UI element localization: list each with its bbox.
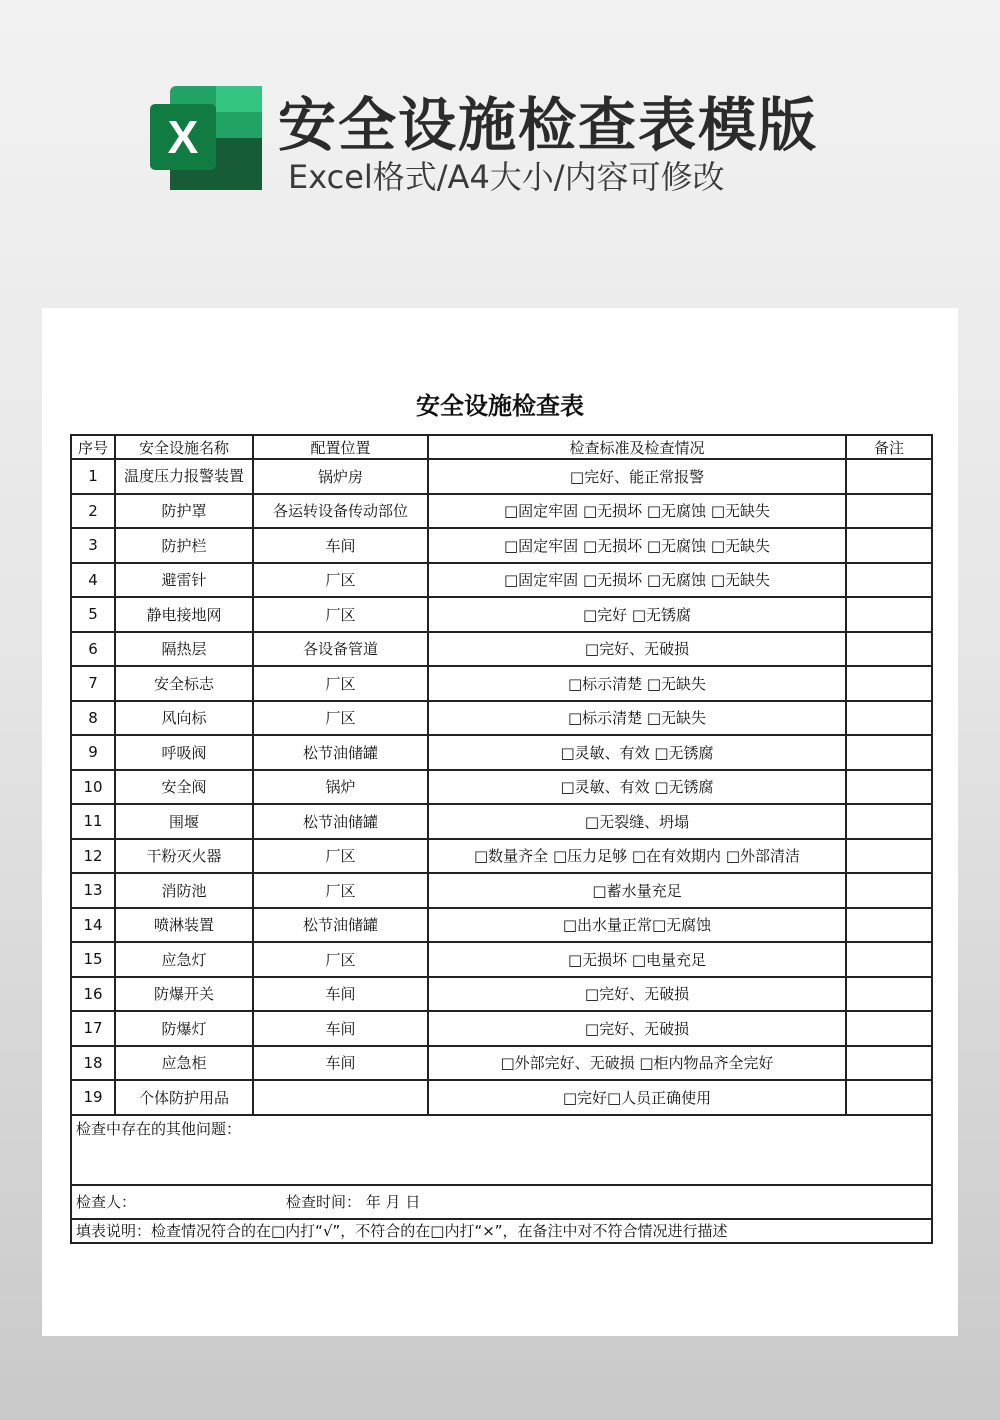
check-standard[interactable]: □完好、能正常报警 (428, 459, 846, 494)
row-number: 5 (71, 597, 115, 632)
check-standard[interactable]: □蓄水量充足 (428, 873, 846, 908)
row-number: 4 (71, 563, 115, 598)
location: 厂区 (253, 666, 428, 701)
location: 锅炉 (253, 770, 428, 805)
remark-cell[interactable] (846, 459, 932, 494)
table-row (71, 908, 932, 943)
column-header-no: 序号 (71, 435, 115, 459)
column-header-standard: 检查标准及检查情况 (428, 435, 846, 459)
location: 厂区 (253, 839, 428, 874)
table-row (71, 770, 932, 805)
remark-cell[interactable] (846, 666, 932, 701)
check-standard[interactable]: □无损坏 □电量充足 (428, 942, 846, 977)
facility-name: 防护栏 (115, 528, 253, 563)
remark-cell[interactable] (846, 1080, 932, 1115)
location: 厂区 (253, 701, 428, 736)
column-header-location: 配置位置 (253, 435, 428, 459)
table-row (71, 1011, 932, 1046)
column-header-remark: 备注 (846, 435, 932, 459)
remark-cell[interactable] (846, 1046, 932, 1081)
table-header-row (71, 435, 932, 459)
table-row (71, 977, 932, 1012)
location: 车间 (253, 1011, 428, 1046)
row-number: 16 (71, 977, 115, 1012)
table-row (71, 1046, 932, 1081)
location: 车间 (253, 977, 428, 1012)
remark-cell[interactable] (846, 770, 932, 805)
table-row (71, 666, 932, 701)
facility-name: 安全阀 (115, 770, 253, 805)
row-number: 19 (71, 1080, 115, 1115)
facility-name: 避雷针 (115, 563, 253, 598)
sign-row (71, 1185, 932, 1219)
remark-cell[interactable] (846, 1011, 932, 1046)
check-standard[interactable]: □固定牢固 □无损坏 □无腐蚀 □无缺失 (428, 563, 846, 598)
table-row (71, 804, 932, 839)
row-number: 9 (71, 735, 115, 770)
remark-cell[interactable] (846, 942, 932, 977)
table-row (71, 839, 932, 874)
table-row (71, 873, 932, 908)
fill-note-row (71, 1219, 932, 1243)
location: 厂区 (253, 942, 428, 977)
table-row (71, 735, 932, 770)
check-standard[interactable]: □灵敏、有效 □无锈腐 (428, 735, 846, 770)
check-standard[interactable]: □完好 □无锈腐 (428, 597, 846, 632)
table-row (71, 632, 932, 667)
facility-name: 防爆灯 (115, 1011, 253, 1046)
remark-cell[interactable] (846, 701, 932, 736)
location: 各设备管道 (253, 632, 428, 667)
remark-cell[interactable] (846, 908, 932, 943)
row-number: 10 (71, 770, 115, 805)
page-title: 安全设施检查表模版 (278, 91, 819, 159)
check-standard[interactable]: □完好、无破损 (428, 977, 846, 1012)
table-row (71, 563, 932, 598)
document-sheet (42, 308, 958, 1336)
remark-cell[interactable] (846, 735, 932, 770)
location: 厂区 (253, 597, 428, 632)
check-standard[interactable]: □数量齐全 □压力足够 □在有效期内 □外部清洁 (428, 839, 846, 874)
page-header (150, 78, 870, 198)
inspect-time-label[interactable]: 检查时间： 年 月 日 (286, 1193, 421, 1211)
table-row (71, 597, 932, 632)
location: 厂区 (253, 563, 428, 598)
remark-cell[interactable] (846, 839, 932, 874)
facility-name: 安全标志 (115, 666, 253, 701)
facility-name: 消防池 (115, 873, 253, 908)
row-number: 7 (71, 666, 115, 701)
location: 松节油储罐 (253, 908, 428, 943)
row-number: 8 (71, 701, 115, 736)
inspection-table (70, 434, 933, 1244)
excel-icon (150, 86, 266, 190)
facility-name: 防爆开关 (115, 977, 253, 1012)
row-number: 11 (71, 804, 115, 839)
column-header-name: 安全设施名称 (115, 435, 253, 459)
check-standard[interactable]: □固定牢固 □无损坏 □无腐蚀 □无缺失 (428, 528, 846, 563)
row-number: 1 (71, 459, 115, 494)
table-row (71, 1080, 932, 1115)
location: 车间 (253, 1046, 428, 1081)
location: 松节油储罐 (253, 735, 428, 770)
row-number: 15 (71, 942, 115, 977)
document-title: 安全设施检查表 (416, 392, 584, 420)
other-issues-row (71, 1115, 932, 1185)
location (253, 1080, 428, 1115)
check-standard[interactable]: □完好□人员正确使用 (428, 1080, 846, 1115)
table-row (71, 494, 932, 529)
excel-logo-letter: X (167, 111, 199, 163)
table-row (71, 942, 932, 977)
check-standard[interactable]: □标示清楚 □无缺失 (428, 666, 846, 701)
location: 厂区 (253, 873, 428, 908)
row-number: 6 (71, 632, 115, 667)
location: 车间 (253, 528, 428, 563)
location: 锅炉房 (253, 459, 428, 494)
row-number: 2 (71, 494, 115, 529)
other-issues-label[interactable]: 检查中存在的其他问题： (71, 1115, 932, 1185)
remark-cell[interactable] (846, 873, 932, 908)
check-standard[interactable]: □无裂缝、坍塌 (428, 804, 846, 839)
remark-cell[interactable] (846, 977, 932, 1012)
remark-cell[interactable] (846, 597, 932, 632)
facility-name: 隔热层 (115, 632, 253, 667)
facility-name: 应急灯 (115, 942, 253, 977)
check-standard[interactable]: □固定牢固 □无损坏 □无腐蚀 □无缺失 (428, 494, 846, 529)
facility-name: 静电接地网 (115, 597, 253, 632)
location: 各运转设备传动部位 (253, 494, 428, 529)
remark-cell[interactable] (846, 563, 932, 598)
inspector-label[interactable]: 检查人： (76, 1193, 137, 1211)
facility-name: 干粉灭火器 (115, 839, 253, 874)
facility-name: 呼吸阀 (115, 735, 253, 770)
check-standard[interactable]: □出水量正常□无腐蚀 (428, 908, 846, 943)
facility-name: 喷淋装置 (115, 908, 253, 943)
row-number: 14 (71, 908, 115, 943)
sign-cell (71, 1185, 932, 1219)
remark-cell[interactable] (846, 632, 932, 667)
fill-note: 填表说明：检查情况符合的在□内打“√”，不符合的在□内打“×”，在备注中对不符合情况进行描述 (71, 1219, 932, 1243)
check-standard[interactable]: □标示清楚 □无缺失 (428, 701, 846, 736)
facility-name: 防护罩 (115, 494, 253, 529)
page-subtitle: Excel格式/A4大小/内容可修改 (288, 158, 725, 196)
check-standard[interactable]: □完好、无破损 (428, 632, 846, 667)
row-number: 3 (71, 528, 115, 563)
remark-cell[interactable] (846, 528, 932, 563)
row-number: 17 (71, 1011, 115, 1046)
remark-cell[interactable] (846, 494, 932, 529)
table-row (71, 459, 932, 494)
facility-name: 温度压力报警装置 (115, 459, 253, 494)
location: 松节油储罐 (253, 804, 428, 839)
check-standard[interactable]: □完好、无破损 (428, 1011, 846, 1046)
facility-name: 围堰 (115, 804, 253, 839)
facility-name: 风向标 (115, 701, 253, 736)
table-row (71, 701, 932, 736)
remark-cell[interactable] (846, 804, 932, 839)
table-row (71, 528, 932, 563)
facility-name: 应急柜 (115, 1046, 253, 1081)
row-number: 12 (71, 839, 115, 874)
row-number: 13 (71, 873, 115, 908)
row-number: 18 (71, 1046, 115, 1081)
table-body (71, 459, 932, 1115)
facility-name: 个体防护用品 (115, 1080, 253, 1115)
check-standard[interactable]: □灵敏、有效 □无锈腐 (428, 770, 846, 805)
check-standard[interactable]: □外部完好、无破损 □柜内物品齐全完好 (428, 1046, 846, 1081)
